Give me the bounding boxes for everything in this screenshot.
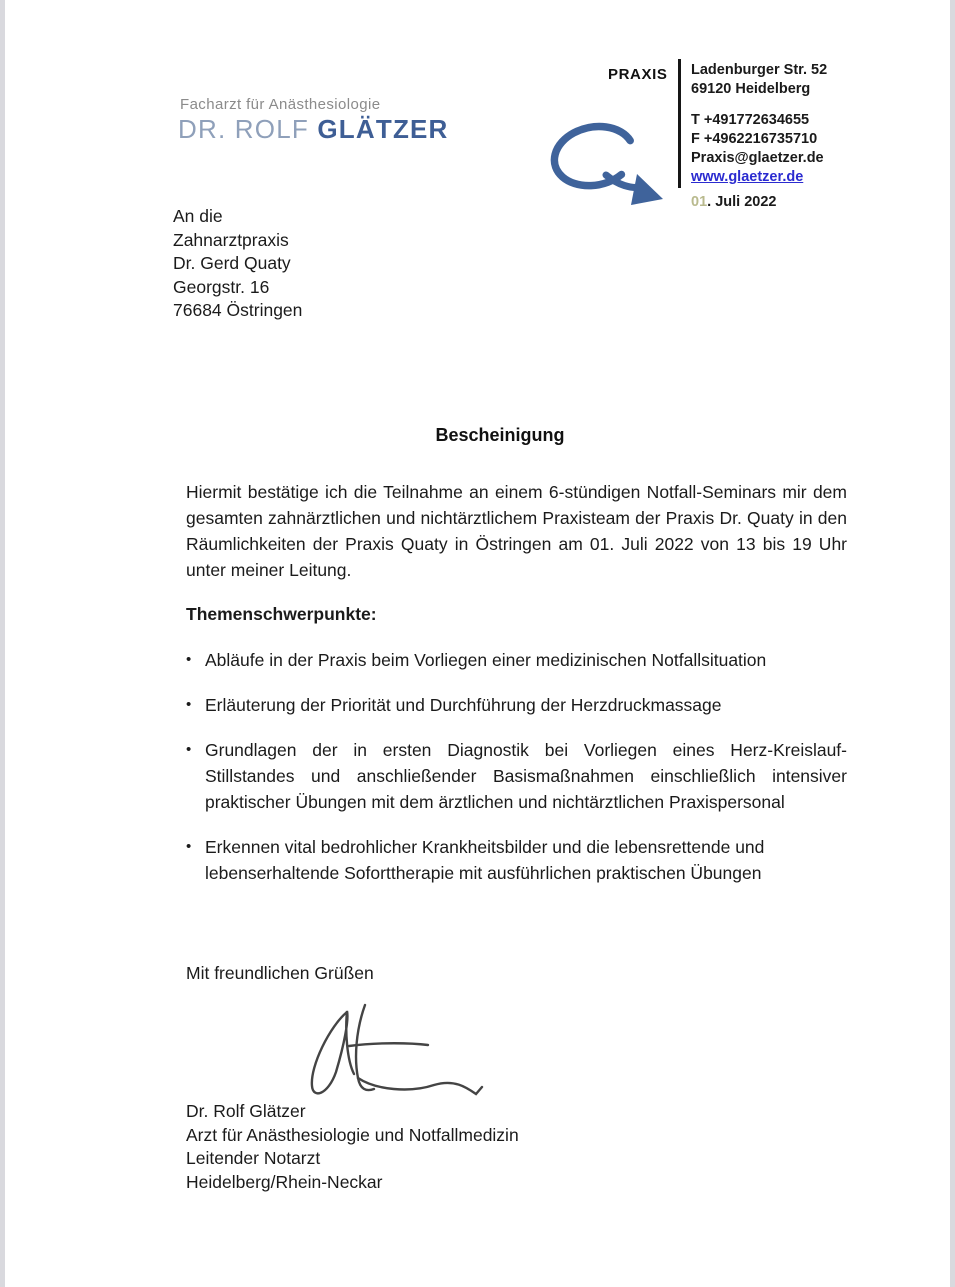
fax-number: F +4962216735710 xyxy=(691,131,818,147)
page-left-edge xyxy=(0,0,5,1287)
email-address: Praxis@glaetzer.de xyxy=(691,150,824,166)
date-day: 01 xyxy=(691,194,708,210)
signer-block xyxy=(186,1100,519,1194)
logo-name-light: DR. ROLF xyxy=(178,114,318,144)
document-title: Bescheinigung xyxy=(435,425,565,445)
bullet-text: Erläuterung der Priorität und Durchführung der Herzdruckmassage xyxy=(205,695,722,715)
date-rest: . Juli 2022 xyxy=(707,194,777,210)
intro-paragraph: Hiermit bestätige ich die Teilnahme an einem 6-stündigen Notfall-Seminars mir dem gesamten zahnärztlichen und nichtärztlichem Praxisteam der Praxis Dr. Quaty in den Räumlichkeiten der Praxis Quaty in Östringen am 01. Juli 2022 von 13 bis 19 Uhr unter meiner Leitung. xyxy=(186,482,847,580)
bullet-text: Grundlagen der in ersten Diagnostik bei Vorliegen eines Herz-Kreislauf-Stillstandes und anschließender Basismaßnahmen einschließlich intensiver praktischer Übungen mit dem ärztlichen und nichtärztlichen Praxispersonal xyxy=(205,740,847,812)
logo-name-bold: GLÄTZER xyxy=(317,114,449,144)
list-item xyxy=(186,647,847,673)
list-item xyxy=(186,737,847,815)
signer-line: Dr. Rolf Glätzer xyxy=(186,1101,306,1121)
page-right-edge xyxy=(950,0,955,1287)
address-street: Ladenburger Str. 52 xyxy=(691,62,828,78)
signer-line: Leitender Notarzt xyxy=(186,1148,321,1168)
bullet-icon: • xyxy=(186,838,192,855)
recipient-line: An die xyxy=(173,206,223,226)
logo-tagline: Facharzt für Anästhesiologie xyxy=(180,96,381,113)
bullet-text: Erkennen vital bedrohlicher Krankheitsbilder und die lebensrettende und lebenserhaltende Soforttherapie mit ausführlichen praktischen Übungen xyxy=(205,837,765,883)
phone-number: T +491772634655 xyxy=(691,112,810,128)
circular-arrow-swoosh-icon xyxy=(538,118,666,218)
closing-salutation: Mit freundlichen Grüßen xyxy=(186,963,374,983)
handwritten-signature-icon xyxy=(252,1000,492,1100)
bullet-icon: • xyxy=(186,696,192,713)
signer-line: Heidelberg/Rhein-Neckar xyxy=(186,1171,383,1192)
signer-line: Arzt für Anästhesiologie und Notfallmedizin xyxy=(186,1124,519,1145)
topics-section xyxy=(186,601,847,905)
praxis-label: PRAXIS xyxy=(608,66,668,83)
address-city: 69120 Heidelberg xyxy=(691,81,811,97)
bullet-icon: • xyxy=(186,741,192,758)
recipient-line: Dr. Gerd Quaty xyxy=(173,253,291,273)
recipient-line: 76684 Östringen xyxy=(173,300,303,320)
recipient-address xyxy=(173,205,302,323)
recipient-line: Georgstr. 16 xyxy=(173,276,270,297)
topics-heading: Themenschwerpunkte: xyxy=(186,604,377,624)
list-item xyxy=(186,692,847,718)
letter-date xyxy=(691,194,776,210)
list-item xyxy=(186,834,847,886)
contact-block xyxy=(691,61,881,187)
vertical-divider xyxy=(678,59,681,188)
bullet-text: Abläufe in der Praxis beim Vorliegen einer medizinischen Notfallsituation xyxy=(205,650,767,670)
spacer xyxy=(691,99,881,111)
website-link[interactable]: www.glaetzer.de xyxy=(691,169,804,185)
bullet-icon: • xyxy=(186,651,192,668)
recipient-line: Zahnarztpraxis xyxy=(173,229,289,250)
logo-doctor-name xyxy=(178,114,449,145)
